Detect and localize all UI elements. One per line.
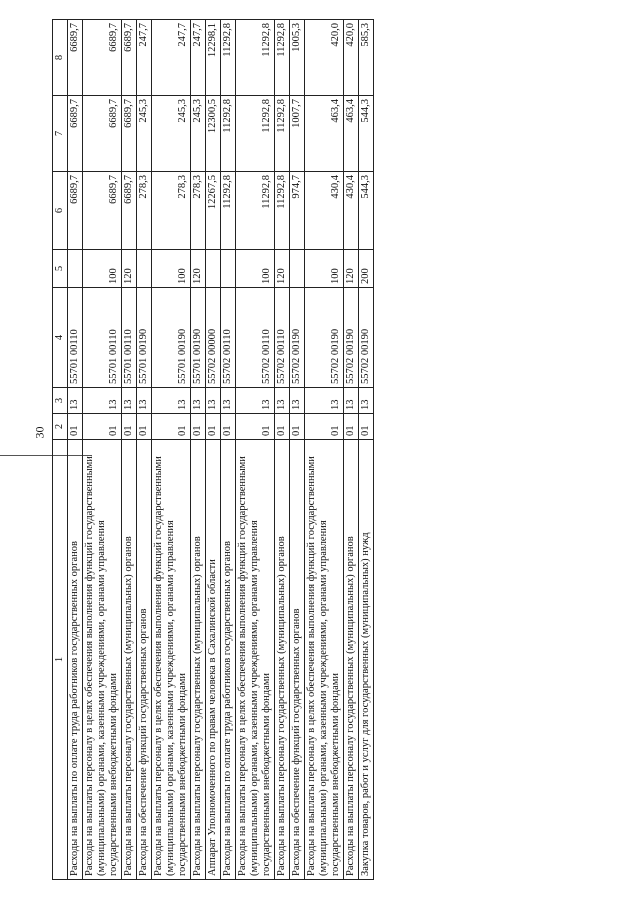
row-target-article-cell: 55701 00110 — [83, 288, 122, 388]
row-amount-col7-cell: 463,4 — [305, 96, 344, 172]
row-target-article-cell: 55702 00190 — [305, 288, 344, 388]
row-amount-col6-cell: 11292,8 — [275, 172, 290, 250]
header-col-2: 2 — [53, 414, 68, 440]
table-row — [275, 20, 290, 880]
row-expense-type-cell — [68, 250, 83, 288]
header-col-8: 8 — [53, 20, 68, 96]
row-amount-col6-cell: 430,4 — [344, 172, 359, 250]
table-row — [122, 20, 137, 880]
row-name-cell: Расходы на выплаты персоналу государственных (муниципальных) органов — [275, 440, 290, 880]
row-amount-col8-cell: 6689,7 — [122, 20, 137, 96]
row-amount-col7-cell: 11292,8 — [236, 96, 275, 172]
row-section-cell: 01 — [152, 414, 191, 440]
row-amount-col6-cell: 11292,8 — [236, 172, 275, 250]
budget-table — [52, 19, 374, 880]
row-amount-col8-cell: 247,7 — [137, 20, 152, 96]
row-subsection-cell: 13 — [206, 388, 221, 414]
row-name-cell: Расходы на выплаты персоналу в целях обеспечения выполнения функций государственными (муниципальными) органами, казенными учреждениями, органами управления государственными внебюджетными фондами — [236, 440, 275, 880]
row-section-cell: 01 — [290, 414, 305, 440]
row-amount-col6-cell: 6689,7 — [122, 172, 137, 250]
row-section-cell: 01 — [68, 414, 83, 440]
row-target-article-cell: 55701 00110 — [68, 288, 83, 388]
row-name-cell: Аппарат Уполномоченного по правам человека в Сахалинской области — [206, 440, 221, 880]
row-subsection-cell: 13 — [152, 388, 191, 414]
row-amount-col6-cell: 278,3 — [137, 172, 152, 250]
row-amount-col6-cell: 278,3 — [191, 172, 206, 250]
table-row — [221, 20, 236, 880]
rotated-table-container — [52, 20, 597, 880]
row-subsection-cell: 13 — [275, 388, 290, 414]
row-section-cell: 01 — [137, 414, 152, 440]
row-subsection-cell: 13 — [359, 388, 374, 414]
row-expense-type-cell: 100 — [236, 250, 275, 288]
row-amount-col7-cell: 6689,7 — [83, 96, 122, 172]
row-expense-type-cell: 200 — [359, 250, 374, 288]
row-amount-col7-cell: 6689,7 — [68, 96, 83, 172]
header-col-7: 7 — [53, 96, 68, 172]
table-row — [290, 20, 305, 880]
row-name-cell: Расходы на выплаты персоналу в целях обеспечения выполнения функций государственными (муниципальными) органами, казенными учреждениями, органами управления государственными внебюджетными фондами — [152, 440, 191, 880]
row-target-article-cell: 55701 00190 — [191, 288, 206, 388]
row-section-cell: 01 — [359, 414, 374, 440]
row-section-cell: 01 — [221, 414, 236, 440]
row-amount-col6-cell: 430,4 — [305, 172, 344, 250]
row-target-article-cell: 55701 00110 — [122, 288, 137, 388]
table-row — [305, 20, 344, 880]
row-amount-col7-cell: 6689,7 — [122, 96, 137, 172]
row-amount-col7-cell: 11292,8 — [275, 96, 290, 172]
table-header-row — [53, 20, 68, 880]
row-amount-col8-cell: 420,0 — [344, 20, 359, 96]
row-name-cell: Расходы на выплаты по оплате труда работников государственных органов — [68, 440, 83, 880]
row-amount-col6-cell: 974,7 — [290, 172, 305, 250]
row-name-cell: Расходы на обеспечение функций государственных органов — [290, 440, 305, 880]
row-expense-type-cell: 120 — [275, 250, 290, 288]
row-amount-col8-cell: 12298,1 — [206, 20, 221, 96]
table-row — [191, 20, 206, 880]
row-section-cell: 01 — [275, 414, 290, 440]
row-amount-col7-cell: 245,3 — [152, 96, 191, 172]
header-col-3: 3 — [53, 388, 68, 414]
header-col-5: 5 — [53, 250, 68, 288]
row-amount-col7-cell: 544,3 — [359, 96, 374, 172]
row-subsection-cell: 13 — [137, 388, 152, 414]
row-amount-col7-cell: 245,3 — [137, 96, 152, 172]
row-section-cell: 01 — [206, 414, 221, 440]
row-name-cell: Расходы на выплаты по оплате труда работников государственных органов — [221, 440, 236, 880]
row-name-cell: Закупка товаров, работ и услуг для государственных (муниципальных) нужд — [359, 440, 374, 880]
row-name-cell: Расходы на выплаты персоналу в целях обеспечения выполнения функций государственными (муниципальными) органами, казенными учреждениями, органами управления государственными внебюджетными фондами — [305, 440, 344, 880]
row-amount-col6-cell: 544,3 — [359, 172, 374, 250]
row-section-cell: 01 — [305, 414, 344, 440]
row-target-article-cell: 55702 00190 — [344, 288, 359, 388]
table-row — [236, 20, 275, 880]
row-section-cell: 01 — [344, 414, 359, 440]
row-amount-col8-cell: 11292,8 — [236, 20, 275, 96]
row-amount-col8-cell: 11292,8 — [221, 20, 236, 96]
header-col-6: 6 — [53, 172, 68, 250]
row-amount-col8-cell: 11292,8 — [275, 20, 290, 96]
table-row — [83, 20, 122, 880]
row-subsection-cell: 13 — [68, 388, 83, 414]
row-expense-type-cell: 100 — [83, 250, 122, 288]
row-amount-col8-cell: 6689,7 — [68, 20, 83, 96]
row-amount-col6-cell: 6689,7 — [83, 172, 122, 250]
table-row — [68, 20, 83, 880]
table-row — [359, 20, 374, 880]
row-subsection-cell: 13 — [305, 388, 344, 414]
row-expense-type-cell: 100 — [305, 250, 344, 288]
row-section-cell: 01 — [83, 414, 122, 440]
row-amount-col7-cell: 11292,8 — [221, 96, 236, 172]
row-amount-col8-cell: 585,3 — [359, 20, 374, 96]
row-name-cell: Расходы на выплаты персоналу государственных (муниципальных) органов — [344, 440, 359, 880]
row-subsection-cell: 13 — [122, 388, 137, 414]
page-number: 30 — [32, 426, 47, 439]
row-amount-col8-cell: 247,7 — [191, 20, 206, 96]
row-amount-col6-cell: 6689,7 — [68, 172, 83, 250]
row-amount-col7-cell: 463,4 — [344, 96, 359, 172]
table-row — [152, 20, 191, 880]
row-target-article-cell: 55701 00190 — [152, 288, 191, 388]
row-amount-col6-cell: 12267,5 — [206, 172, 221, 250]
table-row — [137, 20, 152, 880]
row-name-cell: Расходы на выплаты персоналу государственных (муниципальных) органов — [122, 440, 137, 880]
row-expense-type-cell: 100 — [152, 250, 191, 288]
row-expense-type-cell — [137, 250, 152, 288]
row-target-article-cell: 55702 00190 — [359, 288, 374, 388]
row-target-article-cell: 55702 00110 — [236, 288, 275, 388]
row-name-cell: Расходы на обеспечение функций государственных органов — [137, 440, 152, 880]
row-amount-col8-cell: 247,7 — [152, 20, 191, 96]
row-amount-col8-cell: 6689,7 — [83, 20, 122, 96]
row-target-article-cell: 55702 00110 — [221, 288, 236, 388]
table-row — [344, 20, 359, 880]
row-expense-type-cell — [206, 250, 221, 288]
row-subsection-cell: 13 — [290, 388, 305, 414]
row-target-article-cell: 55702 00110 — [275, 288, 290, 388]
row-expense-type-cell: 120 — [191, 250, 206, 288]
row-amount-col6-cell: 278,3 — [152, 172, 191, 250]
row-amount-col7-cell: 1007,7 — [290, 96, 305, 172]
row-expense-type-cell — [290, 250, 305, 288]
row-name-cell: Расходы на выплаты персоналу в целях обеспечения выполнения функций государственными (муниципальными) органами, казенными учреждениями, органами управления государственными внебюджетными фондами — [83, 440, 122, 880]
row-amount-col8-cell: 1005,3 — [290, 20, 305, 96]
row-amount-col7-cell: 12300,5 — [206, 96, 221, 172]
row-target-article-cell: 55702 00190 — [290, 288, 305, 388]
row-expense-type-cell: 120 — [344, 250, 359, 288]
row-subsection-cell: 13 — [344, 388, 359, 414]
row-subsection-cell: 13 — [221, 388, 236, 414]
row-expense-type-cell — [221, 250, 236, 288]
row-amount-col8-cell: 420,0 — [305, 20, 344, 96]
row-subsection-cell: 13 — [236, 388, 275, 414]
row-expense-type-cell: 120 — [122, 250, 137, 288]
row-section-cell: 01 — [236, 414, 275, 440]
row-target-article-cell: 55701 00190 — [137, 288, 152, 388]
header-col-1: 1 — [53, 440, 68, 880]
row-section-cell: 01 — [191, 414, 206, 440]
header-col-4: 4 — [53, 288, 68, 388]
row-amount-col6-cell: 11292,8 — [221, 172, 236, 250]
row-section-cell: 01 — [122, 414, 137, 440]
row-target-article-cell: 55702 00000 — [206, 288, 221, 388]
table-row — [206, 20, 221, 880]
row-name-cell: Расходы на выплаты персоналу государственных (муниципальных) органов — [191, 440, 206, 880]
row-amount-col7-cell: 245,3 — [191, 96, 206, 172]
row-subsection-cell: 13 — [191, 388, 206, 414]
row-subsection-cell: 13 — [83, 388, 122, 414]
